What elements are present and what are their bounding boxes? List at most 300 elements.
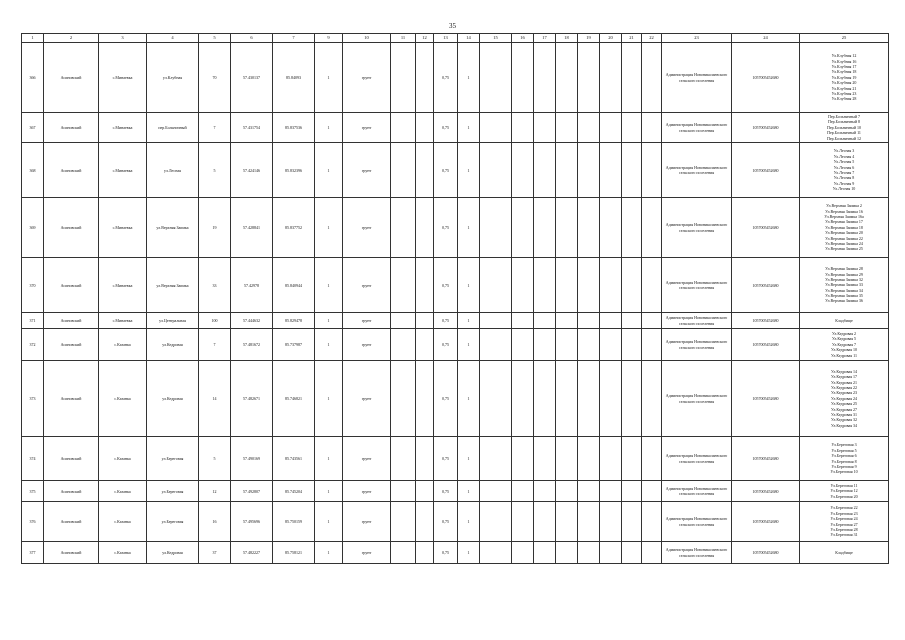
header-cell: 9 bbox=[315, 34, 343, 43]
cell-streets bbox=[800, 258, 889, 313]
cell-house: 16 bbox=[199, 502, 231, 542]
cell-street: ул.Лесная bbox=[147, 143, 199, 198]
cell-empty bbox=[622, 502, 642, 542]
cell-district: Асиновский bbox=[44, 198, 99, 258]
cell-c14: 1 bbox=[458, 502, 480, 542]
cell-lat: 57.428841 bbox=[231, 198, 273, 258]
cell-c9: 1 bbox=[315, 481, 343, 502]
cell-empty bbox=[578, 143, 600, 198]
cell-c10: грунт bbox=[343, 329, 391, 361]
cell-c10: грунт bbox=[343, 542, 391, 564]
cell-num: 369 bbox=[22, 198, 44, 258]
cell-empty bbox=[391, 361, 416, 437]
table-row bbox=[22, 481, 889, 502]
cell-empty bbox=[642, 437, 662, 481]
cell-house: 7 bbox=[199, 329, 231, 361]
cell-c10: грунт bbox=[343, 258, 391, 313]
cell-street: ул.Береговая bbox=[147, 502, 199, 542]
cell-empty bbox=[642, 329, 662, 361]
cell-code: 1057005452680 bbox=[732, 113, 800, 143]
cell-lat: 57.444632 bbox=[231, 313, 273, 329]
cell-empty bbox=[416, 313, 434, 329]
cell-code: 1057005452680 bbox=[732, 313, 800, 329]
cell-empty bbox=[512, 502, 534, 542]
street-address: Ул.Кедровая 7 bbox=[831, 341, 857, 347]
header-cell: 13 bbox=[434, 34, 458, 43]
cell-empty bbox=[416, 361, 434, 437]
cell-c13: 0,75 bbox=[434, 143, 458, 198]
table-row bbox=[22, 361, 889, 437]
cell-c13: 0,75 bbox=[434, 258, 458, 313]
header-cell: 20 bbox=[600, 34, 622, 43]
header-cell: 3 bbox=[99, 34, 147, 43]
cell-empty bbox=[391, 43, 416, 113]
cell-c10: грунт bbox=[343, 502, 391, 542]
cell-empty bbox=[556, 198, 578, 258]
cell-empty bbox=[512, 542, 534, 564]
cell-settlement: с.Минаевка bbox=[99, 143, 147, 198]
cell-lon: 85.743561 bbox=[273, 437, 315, 481]
street-address: Ул.Верхняя Заимка 28 bbox=[825, 266, 863, 272]
cell-empty bbox=[391, 143, 416, 198]
cell-empty bbox=[622, 329, 642, 361]
cell-code: 1057005452680 bbox=[732, 437, 800, 481]
cell-c9: 1 bbox=[315, 258, 343, 313]
header-cell: 12 bbox=[416, 34, 434, 43]
cell-code: 1057005452680 bbox=[732, 329, 800, 361]
cell-streets bbox=[800, 481, 889, 502]
cell-code: 1057005452680 bbox=[732, 502, 800, 542]
cell-admin: Администрация Новониколаевского сельского поселения bbox=[662, 113, 732, 143]
cell-admin: Администрация Новониколаевского сельского поселения bbox=[662, 43, 732, 113]
cell-street: ул.Центральная bbox=[147, 313, 199, 329]
registry-table bbox=[21, 33, 889, 564]
street-address: Ул.Клубная 23 bbox=[831, 90, 857, 96]
street-address: Ул.Кедровая 5 bbox=[831, 336, 857, 342]
street-address: Ул.Верхняя Заимка 22 bbox=[825, 235, 863, 241]
cell-empty bbox=[512, 43, 534, 113]
cell-settlement: с.Минаевка bbox=[99, 113, 147, 143]
cell-empty bbox=[556, 313, 578, 329]
street-address: Ул.Верхняя Заимка 33 bbox=[825, 282, 863, 288]
cell-empty bbox=[622, 542, 642, 564]
cell-empty bbox=[480, 329, 512, 361]
street-address: Ул.Береговая 28 bbox=[830, 526, 858, 532]
cell-lon: 85.837536 bbox=[273, 113, 315, 143]
cell-district: Асиновский bbox=[44, 502, 99, 542]
cell-lat: 57.490169 bbox=[231, 437, 273, 481]
cell-streets bbox=[800, 361, 889, 437]
page-number: 35 bbox=[449, 22, 456, 30]
cell-empty bbox=[622, 437, 642, 481]
cell-num: 367 bbox=[22, 113, 44, 143]
cell-empty bbox=[578, 329, 600, 361]
cell-settlement: с.Казанка bbox=[99, 437, 147, 481]
street-address: Ул.Кедровая 24 bbox=[830, 395, 858, 401]
cell-settlement: с.Минаевка bbox=[99, 313, 147, 329]
table-row bbox=[22, 437, 889, 481]
cell-empty bbox=[578, 113, 600, 143]
cell-empty bbox=[480, 502, 512, 542]
cell-district: Асиновский bbox=[44, 329, 99, 361]
cell-empty bbox=[600, 258, 622, 313]
cell-empty bbox=[642, 143, 662, 198]
cell-c9: 1 bbox=[315, 329, 343, 361]
cell-code: 1057005452680 bbox=[732, 43, 800, 113]
cell-c10: грунт bbox=[343, 361, 391, 437]
street-address: Ул.Кедровая 23 bbox=[830, 390, 858, 396]
street-address: Ул.Лесная 10 bbox=[832, 186, 856, 192]
cell-empty bbox=[391, 258, 416, 313]
street-address: Ул.Кедровая 31 bbox=[830, 411, 858, 417]
street-address: Ул.Верхняя Заимка 16а bbox=[824, 214, 864, 220]
cell-c13: 0,75 bbox=[434, 542, 458, 564]
cell-empty bbox=[534, 329, 556, 361]
header-cell: 7 bbox=[273, 34, 315, 43]
cell-street: ул.Кедровая bbox=[147, 361, 199, 437]
cell-code: 1057005452680 bbox=[732, 542, 800, 564]
cell-empty bbox=[416, 502, 434, 542]
cell-lon: 85.745204 bbox=[273, 481, 315, 502]
cell-empty bbox=[600, 361, 622, 437]
cell-empty bbox=[556, 542, 578, 564]
cell-num: 373 bbox=[22, 361, 44, 437]
street-address: Ул.Береговая 20 bbox=[830, 493, 858, 499]
street-address: Ул.Верхняя Заимка 18 bbox=[825, 224, 863, 230]
cell-empty bbox=[642, 43, 662, 113]
cell-district: Асиновский bbox=[44, 361, 99, 437]
cell-settlement: с.Казанка bbox=[99, 361, 147, 437]
cell-street: ул.Верхняя Заимка bbox=[147, 198, 199, 258]
cell-empty bbox=[622, 198, 642, 258]
cell-empty bbox=[600, 329, 622, 361]
cell-empty bbox=[642, 198, 662, 258]
cell-code: 1057005452680 bbox=[732, 143, 800, 198]
street-address: Ул.Кедровая 25 bbox=[830, 401, 858, 407]
cell-empty bbox=[416, 329, 434, 361]
cell-empty bbox=[512, 143, 534, 198]
cell-c9: 1 bbox=[315, 313, 343, 329]
cell-c9: 1 bbox=[315, 143, 343, 198]
cell-empty bbox=[600, 143, 622, 198]
street-address: Ул.Кедровая 21 bbox=[830, 379, 858, 385]
street-address: Ул.Кедровая 11 bbox=[831, 352, 857, 358]
cell-empty bbox=[600, 198, 622, 258]
street-address: Ул.Кедровая 27 bbox=[830, 406, 858, 412]
cell-house: 100 bbox=[199, 313, 231, 329]
cell-empty bbox=[534, 113, 556, 143]
cell-empty bbox=[622, 143, 642, 198]
cell-house: 70 bbox=[199, 43, 231, 113]
cell-street: ул.Верхняя Заимка bbox=[147, 258, 199, 313]
cell-lat: 57.492807 bbox=[231, 481, 273, 502]
cell-house: 7 bbox=[199, 113, 231, 143]
cell-empty bbox=[556, 329, 578, 361]
cell-empty bbox=[600, 502, 622, 542]
cell-settlement: с.Минаевка bbox=[99, 258, 147, 313]
cell-c14: 1 bbox=[458, 329, 480, 361]
street-address: Ул.Береговая 5 bbox=[831, 447, 857, 453]
cell-settlement: с.Минаевка bbox=[99, 198, 147, 258]
cell-empty bbox=[512, 113, 534, 143]
cell-empty bbox=[480, 43, 512, 113]
street-address: Ул.Лесная 7 bbox=[833, 170, 855, 175]
table-row bbox=[22, 143, 889, 198]
cell-empty bbox=[642, 481, 662, 502]
cell-c13: 0,75 bbox=[434, 329, 458, 361]
street-address: Пер.Больничный 10 bbox=[827, 124, 861, 130]
cell-streets bbox=[800, 43, 889, 113]
cell-empty bbox=[416, 542, 434, 564]
cell-num: 371 bbox=[22, 313, 44, 329]
cell-empty bbox=[578, 313, 600, 329]
header-cell: 22 bbox=[642, 34, 662, 43]
cell-street: ул.Береговая bbox=[147, 437, 199, 481]
cell-c14: 1 bbox=[458, 43, 480, 113]
cell-settlement: с.Минаевка bbox=[99, 43, 147, 113]
cell-district: Асиновский bbox=[44, 43, 99, 113]
cell-c13: 0,75 bbox=[434, 198, 458, 258]
cell-empty bbox=[416, 198, 434, 258]
street-address: Ул.Клубная 20 bbox=[831, 80, 857, 86]
cell-lat: 57.481672 bbox=[231, 329, 273, 361]
cell-c14: 1 bbox=[458, 481, 480, 502]
street-address: Ул.Кедровая 17 bbox=[830, 374, 858, 380]
cell-empty bbox=[480, 313, 512, 329]
cell-c14: 1 bbox=[458, 258, 480, 313]
cell-admin: Администрация Новониколаевского сельского поселения bbox=[662, 481, 732, 502]
cell-c9: 1 bbox=[315, 361, 343, 437]
table-row bbox=[22, 502, 889, 542]
cell-empty bbox=[600, 113, 622, 143]
cell-code: 1057005452680 bbox=[732, 198, 800, 258]
cell-c10: грунт bbox=[343, 313, 391, 329]
cell-empty bbox=[534, 437, 556, 481]
street-address: Ул.Верхняя Заимка 24 bbox=[825, 240, 863, 246]
table-row bbox=[22, 43, 889, 113]
cell-empty bbox=[480, 437, 512, 481]
cell-c14: 1 bbox=[458, 437, 480, 481]
cell-c13: 0,75 bbox=[434, 481, 458, 502]
street-address: Ул.Береговая 27 bbox=[830, 521, 858, 527]
street-address: Ул.Береговая 3 bbox=[831, 442, 857, 448]
cell-empty bbox=[512, 258, 534, 313]
header-cell: 11 bbox=[391, 34, 416, 43]
cell-empty bbox=[622, 313, 642, 329]
cell-empty bbox=[622, 361, 642, 437]
cell-empty bbox=[391, 542, 416, 564]
cell-street: пер.Больничный bbox=[147, 113, 199, 143]
cell-lon: 85.840944 bbox=[273, 258, 315, 313]
cell-c9: 1 bbox=[315, 437, 343, 481]
street-address: Ул.Верхняя Заимка 2 bbox=[826, 203, 862, 209]
cell-empty bbox=[480, 113, 512, 143]
cell-empty bbox=[578, 437, 600, 481]
cell-c10: грунт bbox=[343, 113, 391, 143]
cell-c9: 1 bbox=[315, 43, 343, 113]
cell-empty bbox=[416, 143, 434, 198]
street-address: Ул.Береговая 23 bbox=[830, 510, 858, 516]
cell-c14: 1 bbox=[458, 313, 480, 329]
street-address: Ул.Клубная 19 bbox=[831, 74, 857, 80]
cell-empty bbox=[416, 481, 434, 502]
cell-c14: 1 bbox=[458, 361, 480, 437]
cell-streets bbox=[800, 198, 889, 258]
street-address: Пер.Больничный 11 bbox=[827, 130, 861, 136]
cell-empty bbox=[480, 361, 512, 437]
cell-empty bbox=[556, 437, 578, 481]
cell-empty bbox=[578, 481, 600, 502]
cell-empty bbox=[578, 502, 600, 542]
cell-district: Асиновский bbox=[44, 113, 99, 143]
cell-num: 372 bbox=[22, 329, 44, 361]
cell-num: 368 bbox=[22, 143, 44, 198]
cell-lat: 57.431754 bbox=[231, 113, 273, 143]
street-address: Ул.Береговая 22 bbox=[830, 505, 858, 511]
cell-empty bbox=[556, 258, 578, 313]
cell-num: 370 bbox=[22, 258, 44, 313]
cell-empty bbox=[600, 481, 622, 502]
cell-street: ул.Береговая bbox=[147, 481, 199, 502]
cell-house: 19 bbox=[199, 198, 231, 258]
cell-empty bbox=[416, 43, 434, 113]
cell-empty bbox=[578, 361, 600, 437]
table-row bbox=[22, 542, 889, 564]
cell-street: ул.Клубная bbox=[147, 43, 199, 113]
cell-empty bbox=[480, 542, 512, 564]
street-address: Ул.Лесная 5 bbox=[833, 159, 855, 165]
cell-street: ул.Кедровая bbox=[147, 329, 199, 361]
cell-district: Асиновский bbox=[44, 481, 99, 502]
cell-empty bbox=[534, 502, 556, 542]
cell-num: 377 bbox=[22, 542, 44, 564]
cell-lat: 57.424146 bbox=[231, 143, 273, 198]
cell-empty bbox=[534, 361, 556, 437]
cell-empty bbox=[600, 437, 622, 481]
cell-code: 1057005452680 bbox=[732, 481, 800, 502]
cell-c13: 0,75 bbox=[434, 43, 458, 113]
cell-c14: 1 bbox=[458, 198, 480, 258]
cell-c9: 1 bbox=[315, 113, 343, 143]
cell-streets bbox=[800, 542, 889, 564]
cell-house: 12 bbox=[199, 481, 231, 502]
cell-c10: грунт bbox=[343, 43, 391, 113]
cell-street: ул.Кедровая bbox=[147, 542, 199, 564]
cell-lon: 85.737987 bbox=[273, 329, 315, 361]
cell-house: 5 bbox=[199, 143, 231, 198]
street-address: Ул.Клубная 28 bbox=[831, 96, 857, 102]
cell-empty bbox=[600, 43, 622, 113]
cell-lat: 57.495696 bbox=[231, 502, 273, 542]
street-address: Ул.Кедровая 22 bbox=[830, 385, 858, 391]
cell-empty bbox=[642, 502, 662, 542]
cell-settlement: с.Казанка bbox=[99, 481, 147, 502]
cell-lon: 85.832396 bbox=[273, 143, 315, 198]
cell-empty bbox=[578, 43, 600, 113]
cell-streets bbox=[800, 143, 889, 198]
cell-empty bbox=[642, 258, 662, 313]
street-address: Ул.Кедровая 14 bbox=[830, 368, 858, 374]
cell-num: 366 bbox=[22, 43, 44, 113]
cell-empty bbox=[578, 198, 600, 258]
street-address: Пер.Больничный 12 bbox=[827, 135, 861, 141]
cell-admin: Администрация Новониколаевского сельского поселения bbox=[662, 437, 732, 481]
header-cell: 14 bbox=[458, 34, 480, 43]
street-address: Ул.Клубная 17 bbox=[831, 64, 857, 70]
cell-lon: 85.758121 bbox=[273, 542, 315, 564]
cell-c9: 1 bbox=[315, 502, 343, 542]
cell-empty bbox=[578, 258, 600, 313]
cell-c13: 0,75 bbox=[434, 437, 458, 481]
cell-empty bbox=[622, 258, 642, 313]
cell-empty bbox=[556, 481, 578, 502]
cell-streets bbox=[800, 502, 889, 542]
cell-empty bbox=[512, 198, 534, 258]
header-cell: 15 bbox=[480, 34, 512, 43]
cell-empty bbox=[391, 313, 416, 329]
cell-empty bbox=[416, 437, 434, 481]
cell-empty bbox=[534, 542, 556, 564]
header-row bbox=[22, 34, 889, 43]
street-address: Ул.Береговая 31 bbox=[830, 532, 858, 538]
cell-empty bbox=[556, 143, 578, 198]
cell-empty bbox=[512, 437, 534, 481]
cell-empty bbox=[556, 502, 578, 542]
cell-admin: Администрация Новониколаевского сельского поселения bbox=[662, 542, 732, 564]
cell-c9: 1 bbox=[315, 198, 343, 258]
cell-c13: 0,75 bbox=[434, 113, 458, 143]
street-address: Ул.Береговая 8 bbox=[831, 458, 857, 464]
header-cell: 25 bbox=[800, 34, 889, 43]
cell-empty bbox=[600, 313, 622, 329]
street-address: Ул.Береговая 6 bbox=[831, 453, 857, 459]
street-address: Пер.Больничный 7 bbox=[828, 114, 860, 120]
cell-c13: 0,75 bbox=[434, 502, 458, 542]
cell-district: Асиновский bbox=[44, 143, 99, 198]
cell-c10: грунт bbox=[343, 437, 391, 481]
cell-empty bbox=[391, 502, 416, 542]
cell-empty bbox=[622, 481, 642, 502]
cell-admin: Администрация Новониколаевского сельского поселения bbox=[662, 502, 732, 542]
street-address: Ул.Лесная 8 bbox=[833, 175, 855, 181]
cell-empty bbox=[642, 542, 662, 564]
cell-empty bbox=[642, 361, 662, 437]
cell-empty bbox=[622, 43, 642, 113]
cell-lat: 57.482227 bbox=[231, 542, 273, 564]
cell-house: 14 bbox=[199, 361, 231, 437]
cell-district: Асиновский bbox=[44, 542, 99, 564]
header-cell: 19 bbox=[578, 34, 600, 43]
header-cell: 1 bbox=[22, 34, 44, 43]
cell-empty bbox=[534, 313, 556, 329]
cell-lon: 85.829478 bbox=[273, 313, 315, 329]
table-row bbox=[22, 198, 889, 258]
cell-empty bbox=[391, 481, 416, 502]
cell-lat: 57.482671 bbox=[231, 361, 273, 437]
header-cell: 10 bbox=[343, 34, 391, 43]
header-cell: 6 bbox=[231, 34, 273, 43]
cell-admin: Администрация Новониколаевского сельского поселения bbox=[662, 258, 732, 313]
cell-c10: грунт bbox=[343, 143, 391, 198]
street-address: Ул.Клубная 16 bbox=[831, 58, 857, 64]
cell-c14: 1 bbox=[458, 113, 480, 143]
header-cell: 21 bbox=[622, 34, 642, 43]
cell-empty bbox=[480, 258, 512, 313]
cell-streets bbox=[800, 437, 889, 481]
street-address: Ул.Верхняя Заимка 17 bbox=[825, 219, 863, 225]
street-address: Ул.Клубная 21 bbox=[831, 85, 857, 91]
cell-empty bbox=[391, 113, 416, 143]
